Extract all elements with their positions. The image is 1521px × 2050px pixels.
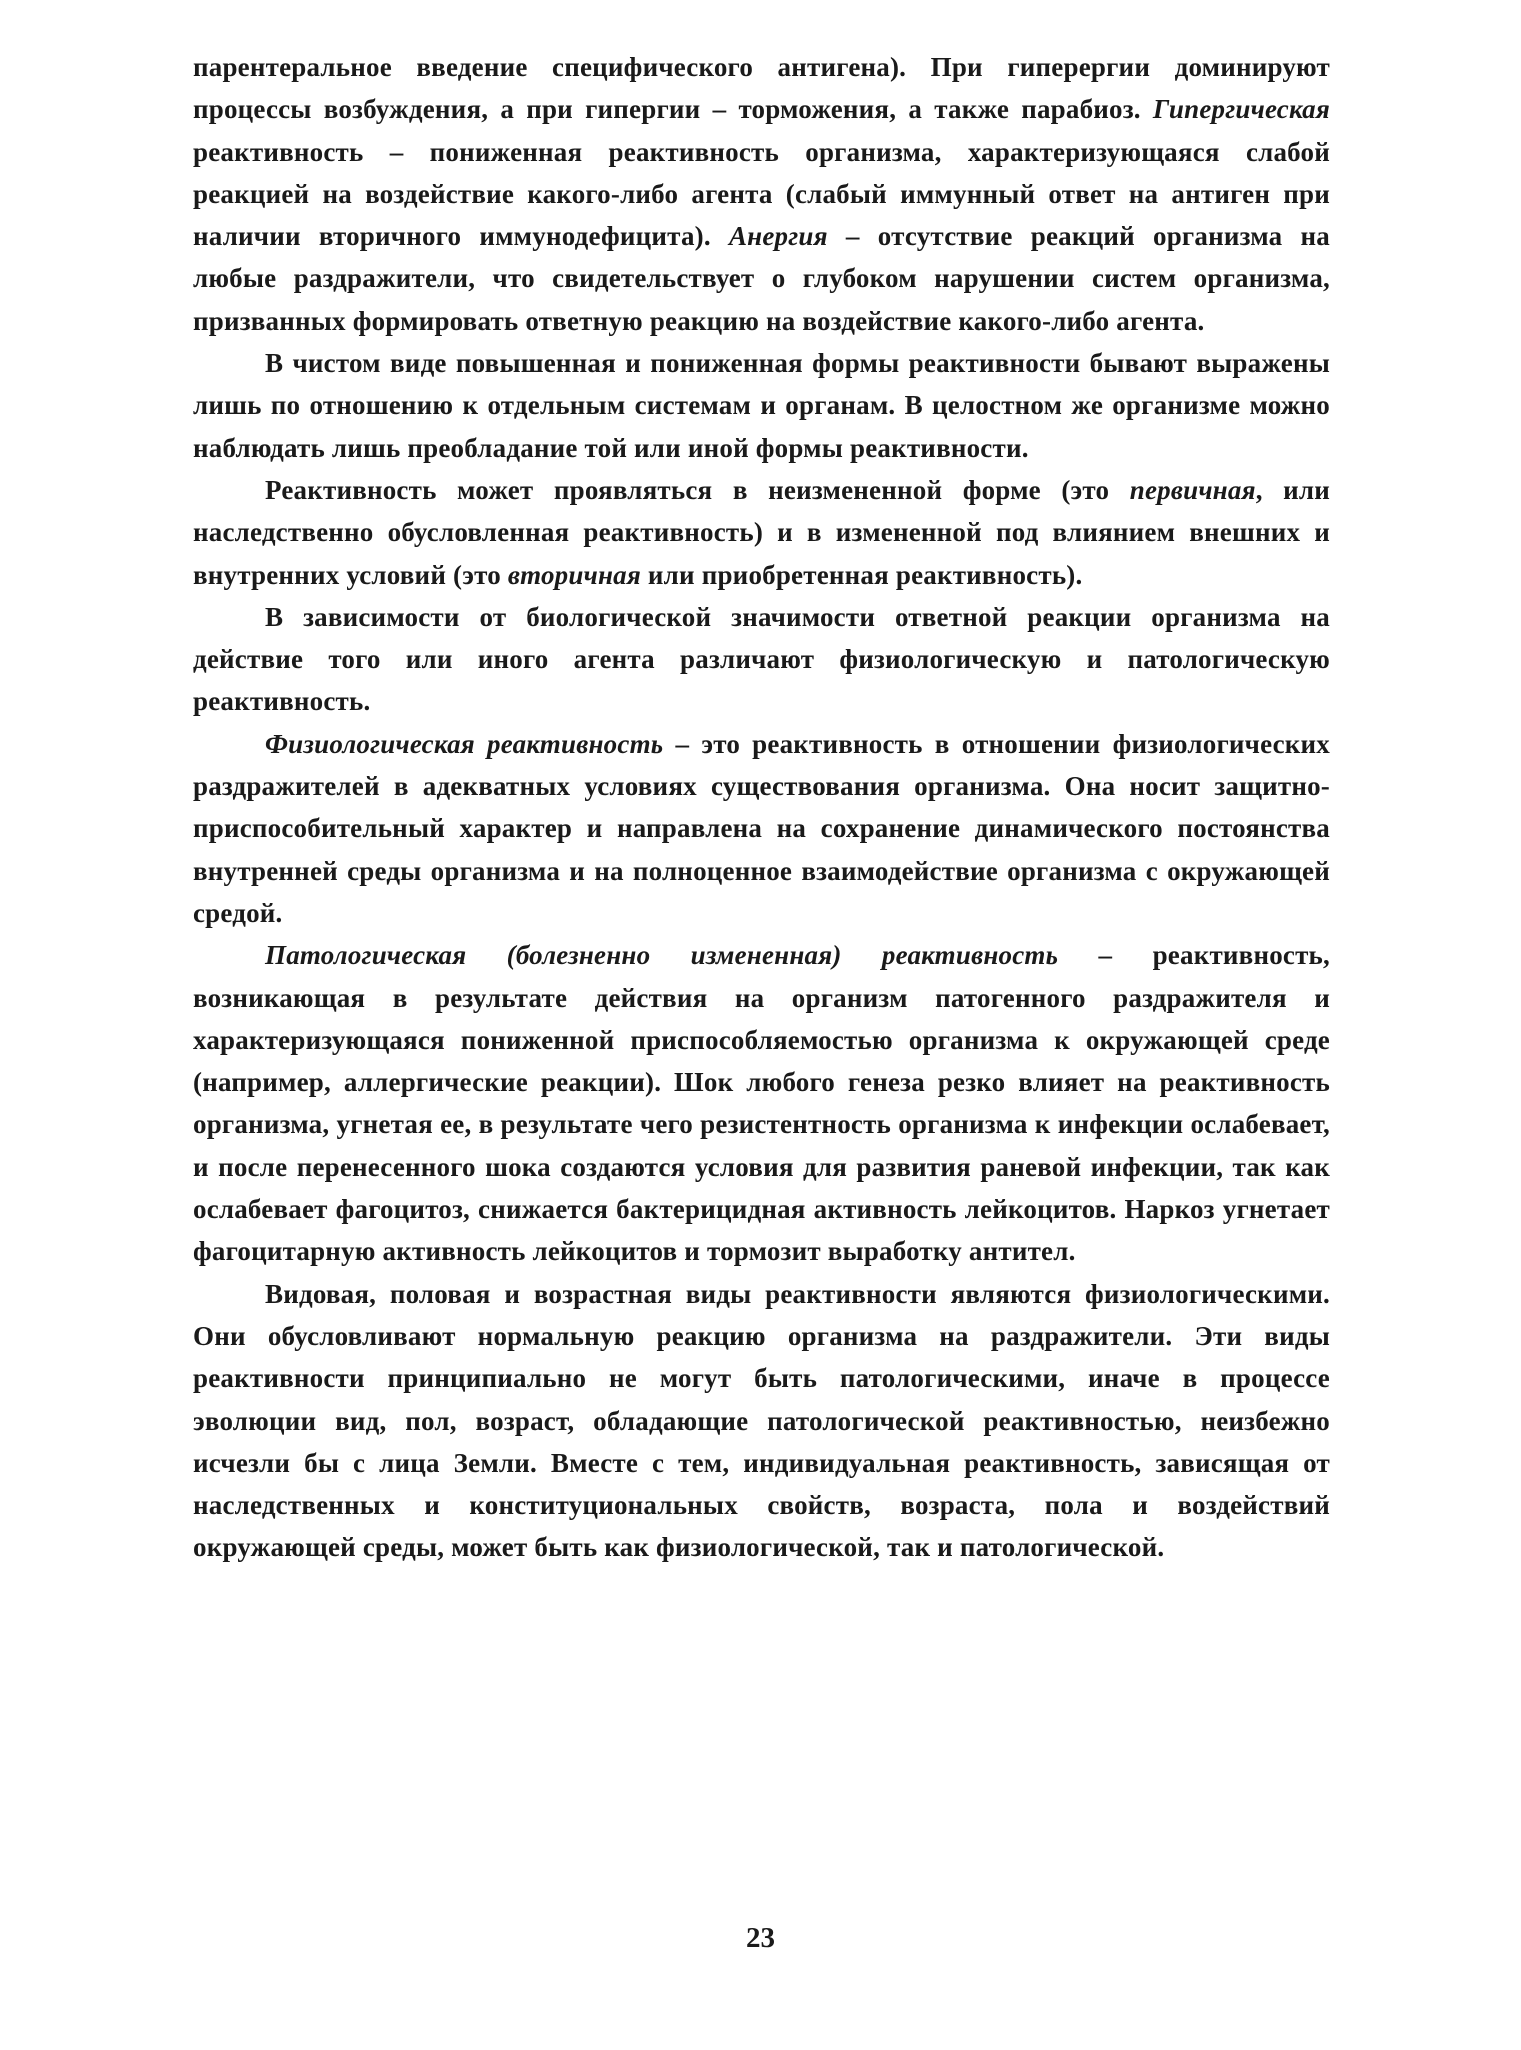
italic-term: Патологическая (болезненно измененная) реактивность: [265, 940, 1059, 971]
paragraph: [193, 46, 1330, 342]
text-run: В чистом виде повышенная и пониженная формы реактивности бывают выражены лишь по отношению к отдельным системам и органам. В целостном же организме можно наблюдать лишь преобладание той или иной формы реактивности.: [193, 348, 1330, 463]
text-run: – это реактивность в отношении физиологических раздражителей в адекватных условиях существования организма. Она носит защитно-приспособительный характер и направлена на сохранение динамического постоянства внутренней среды организма и на полноценное взаимодействие организма с окружающей средой.: [193, 728, 1330, 928]
text-run: Видовая, половая и возрастная виды реактивности являются физиологическими. Они обусловливают нормальную реакцию организма на раздражители. Эти виды реактивности принципиально не могут быть патологическими, иначе в процессе эволюции вид, пол, возраст, обладающие патологической реактивностью, неизбежно исчезли бы с лица Земли. Вместе с тем, индивидуальная реактивность, зависящая от наследственных и конституциональных свойств, возраста, пола и воздействий окружающей среды, может быть как физиологической, так и патологической.: [193, 1278, 1330, 1563]
text-run: реактивность – пониженная реактивность организма, характеризующаяся слабой реакцией на воздействие какого-либо агента (слабый иммунный ответ на антиген при наличии вторичного иммунодефицита).: [193, 136, 1330, 252]
paragraph: [193, 1273, 1330, 1569]
italic-term: Физиологическая реактивность: [265, 728, 664, 759]
paragraph: [193, 469, 1330, 596]
text-run: Реактивность может проявляться в неизмененной форме (это: [265, 474, 1130, 505]
italic-term: Анергия: [728, 221, 828, 252]
text-run: – реактивность, возникающая в результате действия на организм патогенного раздражителя и характеризующаяся пониженной приспособляемостью организма к окружающей среде (например, аллергические реакции). Шок любого генеза резко влияет на реактивность организма, угнетая ее, в результате чего резистентность организма к инфекции ослабевает, и после перенесенного шока создаются условия для развития раневой инфекции, так как ослабевает фагоцитоз, снижается бактерицидная активность лейкоцитов. Наркоз угнетает фагоцитарную активность лейкоцитов и тормозит выработку антител.: [193, 940, 1330, 1267]
text-run: В зависимости от биологической значимости ответной реакции организма на действие того или иного агента различают физиологическую и патологическую реактивность.: [193, 601, 1330, 717]
text-run: или приобретенная реактивность).: [640, 559, 1083, 590]
italic-term: вторичная: [507, 559, 641, 590]
paragraph: [193, 596, 1330, 723]
text-run: парентеральное введение специфического антигена). При гиперергии доминируют процессы возбуждения, а при гипергии – торможения, а также парабиоз.: [193, 52, 1330, 125]
paragraph: [193, 342, 1330, 469]
text-run: , или наследственно обусловленная реактивность) и в измененной под влиянием внешних и внутренних условий (это: [193, 474, 1330, 590]
body-text: [193, 46, 1330, 1569]
text-run: – отсутствие реакций организма на любые раздражители, что свидетельствует о глубоком нарушении систем организма, призванных формировать ответную реакцию на воздействие какого-либо агента.: [193, 221, 1330, 336]
paragraph: [193, 723, 1330, 934]
page-number: 23: [746, 1922, 775, 1954]
italic-term: Гипергическая: [1152, 94, 1330, 125]
italic-term: первичная: [1129, 474, 1256, 505]
paragraph: [193, 934, 1330, 1272]
